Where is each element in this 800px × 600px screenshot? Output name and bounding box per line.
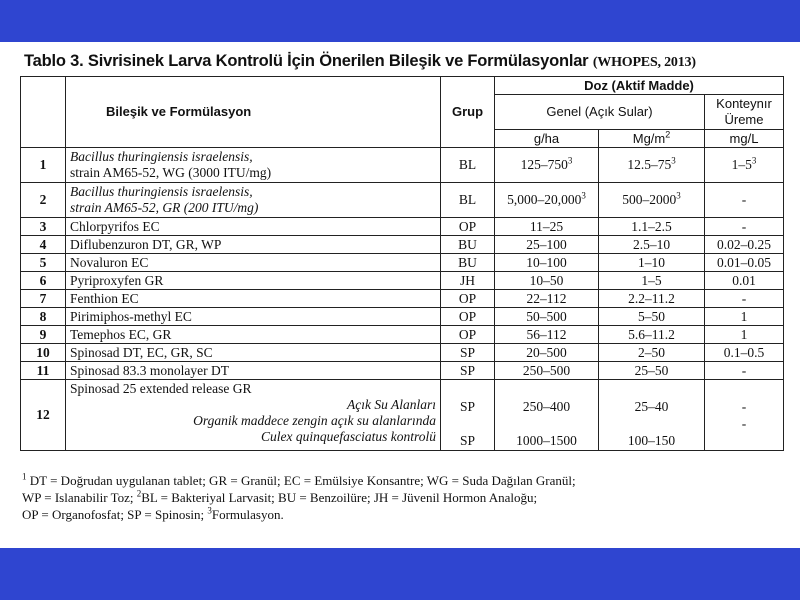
row-gha: 20–500 [495, 344, 599, 362]
row-number: 2 [21, 183, 66, 218]
row-mgm: 5–50 [599, 308, 705, 326]
row-number: 6 [21, 272, 66, 290]
row-group: OP [441, 218, 495, 236]
footnote-line-2 [22, 489, 792, 506]
row-group: SP [441, 344, 495, 362]
row-compound: Fenthion EC [66, 290, 441, 308]
row-mgl: - [705, 362, 784, 380]
row12-sub-open-water: Açık Su Alanları [347, 397, 436, 412]
row-number: 10 [21, 344, 66, 362]
row-number: 8 [21, 308, 66, 326]
row-mgm-sup: 3 [671, 155, 676, 166]
header-row-1 [21, 77, 784, 95]
footnote-text-1: DT = Doğrudan uygulanan tablet; GR = Granül; EC = Emülsiye Konsantre; WG = Suda Dağılan Granül; [29, 473, 576, 488]
row-group: OP [441, 326, 495, 344]
table-row [21, 290, 784, 308]
row-compound [66, 148, 441, 183]
row-mgm: 2.5–10 [599, 236, 705, 254]
table-row [21, 344, 784, 362]
row-gha: 25–100 [495, 236, 599, 254]
slide-bottom-band [0, 548, 800, 600]
row-mgl: 1 [705, 326, 784, 344]
header-unit-mgm-text: Mg/m [632, 130, 666, 146]
table-row [21, 362, 784, 380]
header-unit-mgl: mg/L [705, 130, 784, 148]
header-container-line2: Üreme [724, 112, 764, 127]
table-sheet [0, 42, 800, 548]
row-gha: 56–112 [495, 326, 599, 344]
table-title [24, 52, 794, 71]
row-number: 4 [21, 236, 66, 254]
header-group: Grup [441, 77, 495, 148]
row-group: BL [441, 183, 495, 218]
row-compound-line1: Bacillus thuringiensis israelensis, [70, 184, 253, 199]
table-title-source: (WHOPES, 2013) [592, 55, 696, 70]
table-row [21, 218, 784, 236]
row-gha-sup: 3 [567, 155, 573, 166]
larvicide-table [20, 76, 784, 451]
row-gha: 10–50 [495, 272, 599, 290]
row-group: BL [441, 148, 495, 183]
row-gha-value: 125–750 [520, 157, 568, 172]
row-mgm-sup: 3 [676, 190, 681, 201]
table-row [21, 236, 784, 254]
row12-group-1: SP [459, 399, 476, 414]
row-group: BU [441, 254, 495, 272]
table-footnotes [22, 472, 792, 523]
row-gha [495, 148, 599, 183]
row-compound-line2: strain AM65-52, GR (200 ITU/mg) [70, 200, 259, 215]
footnote-text-2: BL = Bakteriyal Larvasit; BU = Benzoilüre; JH = Jüvenil Hormon Analoğu; [141, 490, 538, 505]
header-unit-gha: g/ha [495, 130, 599, 148]
row-gha-sup: 3 [581, 190, 586, 201]
row12-mgm-1: 25–40 [634, 399, 669, 414]
row-mgm: 25–50 [599, 362, 705, 380]
row-mgl: - [705, 183, 784, 218]
row-group: BU [441, 236, 495, 254]
footnote-mark-3: 3 [207, 505, 212, 516]
row-compound: Pyriproxyfen GR [66, 272, 441, 290]
row-compound: Chlorpyrifos EC [66, 218, 441, 236]
row-gha: 10–100 [495, 254, 599, 272]
header-no-cell [21, 77, 66, 148]
row-compound [66, 380, 441, 451]
row-mgl: 0.02–0.25 [705, 236, 784, 254]
row-group: OP [441, 308, 495, 326]
row-number: 12 [21, 380, 66, 451]
row-compound: Novaluron EC [66, 254, 441, 272]
row-group [441, 380, 495, 451]
row-compound [66, 183, 441, 218]
row-mgm [599, 148, 705, 183]
row-gha: 11–25 [495, 218, 599, 236]
row12-mgm-2: 100–150 [627, 433, 676, 448]
footnote-mark-2: 2 [136, 488, 142, 499]
row-number: 11 [21, 362, 66, 380]
table-row [21, 326, 784, 344]
row12-compound-name: Spinosad 25 extended release GR [70, 381, 252, 396]
row12-group-2: SP [459, 433, 476, 448]
row-mgl-sup: 3 [751, 155, 757, 166]
row-group: SP [441, 362, 495, 380]
footnote-line-3 [22, 506, 792, 523]
row-compound-line2: strain AM65-52, WG (3000 ITU/mg) [70, 165, 272, 180]
row-mgl [705, 380, 784, 451]
header-unit-mgm-sup: 2 [665, 129, 671, 140]
header-general: Genel (Açık Sular) [495, 95, 705, 130]
row-compound: Diflubenzuron DT, GR, WP [66, 236, 441, 254]
row-gha [495, 380, 599, 451]
table-row [21, 308, 784, 326]
header-unit-mgm [599, 130, 705, 148]
row-mgm: 2–50 [599, 344, 705, 362]
row12-sub-organic: Organik maddece zengin açık su alanlarında [193, 413, 436, 428]
row-mgm [599, 183, 705, 218]
row-mgl: - [705, 218, 784, 236]
footnote-mark-1: 1 [22, 471, 27, 482]
header-compound: Bileşik ve Formülasyon [66, 77, 441, 148]
row-group: OP [441, 290, 495, 308]
row12-gha-2: 1000–1500 [516, 433, 577, 448]
row-mgl-value: 1–5 [731, 157, 752, 172]
table-row [21, 272, 784, 290]
row-mgl: 0.01 [705, 272, 784, 290]
row-mgm [599, 380, 705, 451]
row-mgm: 2.2–11.2 [599, 290, 705, 308]
row-gha: 50–500 [495, 308, 599, 326]
slide-top-band [0, 0, 800, 42]
row12-gha-1: 250–400 [522, 399, 571, 414]
footnote-line-1 [22, 472, 792, 489]
row-compound-line1: Bacillus thuringiensis israelensis, [70, 149, 253, 164]
row-mgl: 0.01–0.05 [705, 254, 784, 272]
table-row [21, 380, 784, 451]
table-row [21, 148, 784, 183]
row-number: 5 [21, 254, 66, 272]
row-compound: Pirimiphos-methyl EC [66, 308, 441, 326]
row-compound: Temephos EC, GR [66, 326, 441, 344]
row-number: 7 [21, 290, 66, 308]
row-gha: 250–500 [495, 362, 599, 380]
row12-mgl-1: - [741, 399, 747, 414]
row-number: 3 [21, 218, 66, 236]
row-mgl: 0.1–0.5 [705, 344, 784, 362]
row-compound: Spinosad 83.3 monolayer DT [66, 362, 441, 380]
footnote-text-3a: OP = Organofosfat; SP = Spinosin; [22, 507, 205, 522]
footnote-text-3: Formulasyon. [211, 507, 284, 522]
row-mgl [705, 148, 784, 183]
header-container-line1: Konteynır [716, 96, 772, 111]
row12-mgl-2: - [741, 416, 747, 431]
header-dose: Doz (Aktif Madde) [495, 77, 784, 95]
row-group: JH [441, 272, 495, 290]
header-container [705, 95, 784, 130]
footnote-text-1b: WP = Islanabilir Toz; [22, 490, 134, 505]
table-row [21, 254, 784, 272]
row-mgm-value: 500–2000 [622, 192, 677, 207]
row-mgl: - [705, 290, 784, 308]
row-mgm: 1–10 [599, 254, 705, 272]
row-number: 9 [21, 326, 66, 344]
row-gha [495, 183, 599, 218]
row-mgm: 1.1–2.5 [599, 218, 705, 236]
row-gha: 22–112 [495, 290, 599, 308]
row-compound: Spinosad DT, EC, GR, SC [66, 344, 441, 362]
row12-sub-culex: Culex quinquefasciatus kontrolü [261, 429, 436, 444]
row-mgm-value: 12.5–75 [627, 157, 672, 172]
row-mgm: 5.6–11.2 [599, 326, 705, 344]
row-mgl: 1 [705, 308, 784, 326]
row-gha-value: 5,000–20,000 [507, 192, 582, 207]
row-number: 1 [21, 148, 66, 183]
table-title-text: Tablo 3. Sivrisinek Larva Kontrolü İçin Önerilen Bileşik ve Formülasyonlar [24, 52, 589, 70]
table-row [21, 183, 784, 218]
row-mgm: 1–5 [599, 272, 705, 290]
